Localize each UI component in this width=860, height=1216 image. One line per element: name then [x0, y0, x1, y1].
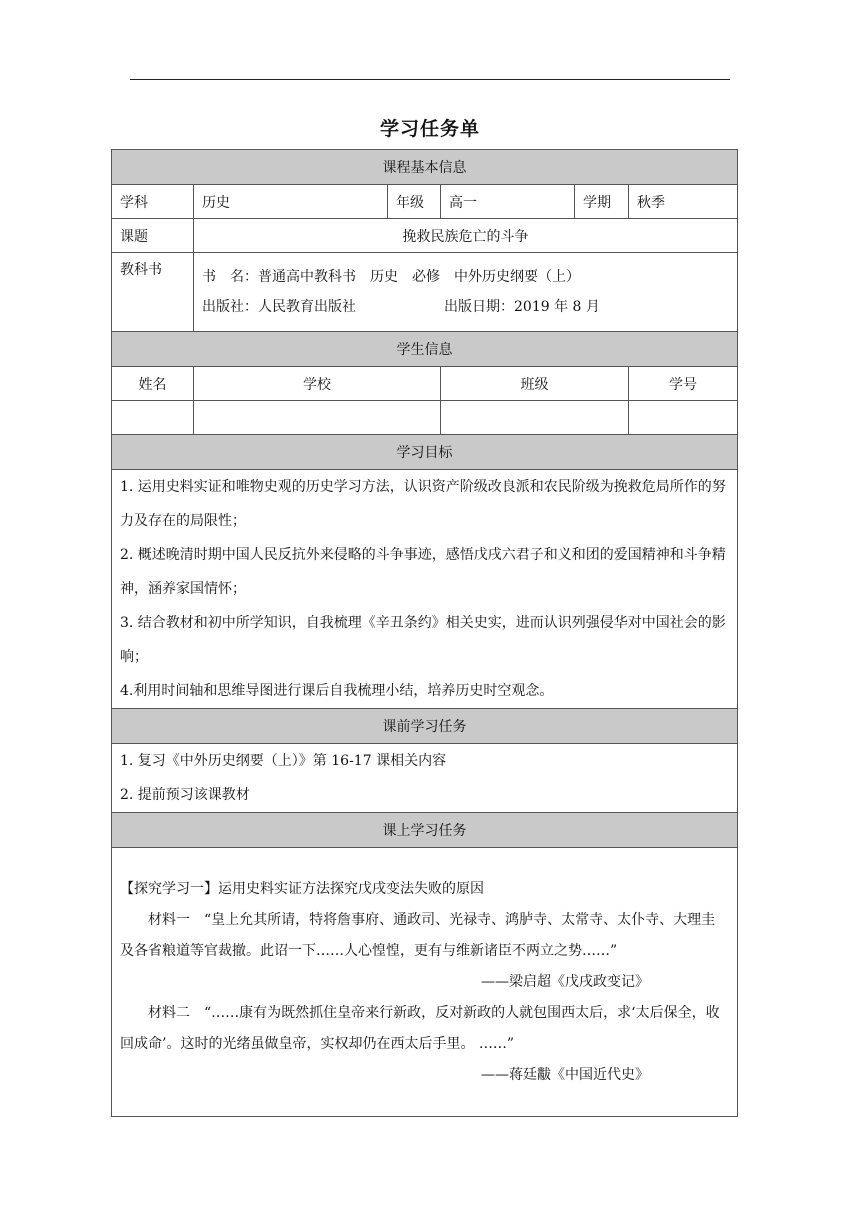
pre-class-item: 2. 提前预习该课教材	[120, 787, 250, 803]
name-field[interactable]	[112, 401, 194, 435]
grade-label: 年级	[388, 185, 441, 219]
goal-item: 4.利用时间轴和思维导图进行课后自我梳理小结，培养历史时空观念。	[120, 683, 554, 699]
name-column-header: 姓名	[112, 367, 194, 401]
in-class-header: 课上学习任务	[112, 813, 738, 848]
student-info-header: 学生信息	[112, 332, 738, 367]
pre-class-item: 1. 复习《中外历史纲要（上）》第 16-17 课相关内容	[120, 753, 447, 769]
grade-value: 高一	[441, 185, 575, 219]
material-two-source: ——蒋廷黻《中国近代史》	[481, 1066, 650, 1083]
pre-class-list	[112, 744, 738, 813]
goals-list	[112, 470, 738, 709]
term-value: 秋季	[629, 185, 738, 219]
textbook-label: 教科书	[112, 253, 194, 332]
material-one: 材料一 “皇上允其所请，特将詹事府、通政司、光禄寺、鸿胪寺、太常寺、太仆寺、大理圭及各省粮道等官裁撤。此诏一下……人心惶惶，更有与维新诸臣不两立之势……”	[120, 911, 716, 959]
subject-value: 历史	[194, 185, 388, 219]
goals-header: 学习目标	[112, 435, 738, 470]
school-field[interactable]	[194, 401, 441, 435]
publish-date: 出版日期：2019 年 8 月	[444, 299, 600, 315]
goal-item: 2. 概述晚清时期中国人民反抗外来侵略的斗争事迹，感悟戊戌六君子和义和团的爱国精神和斗争精神，涵养家国情怀；	[120, 547, 726, 597]
textbook-info	[194, 253, 738, 332]
subject-label: 学科	[112, 185, 194, 219]
material-two: 材料二 “……康有为既然抓住皇帝来行新政，反对新政的人就包围西太后，求‘太后保全，收回成命’。这时的光绪虽做皇帝，实权却仍在西太后手里。 ……”	[120, 1004, 720, 1052]
in-class-content	[112, 848, 738, 1117]
inquiry-title: 【探究学习一】运用史料实证方法探究戊戌变法失败的原因	[120, 880, 484, 897]
class-column-header: 班级	[441, 367, 629, 401]
student-id-field[interactable]	[629, 401, 738, 435]
pre-class-header: 课前学习任务	[112, 709, 738, 744]
student-id-column-header: 学号	[629, 367, 738, 401]
school-column-header: 学校	[194, 367, 441, 401]
topic-label: 课题	[112, 219, 194, 253]
document-title: 学习任务单	[379, 118, 480, 140]
class-field[interactable]	[441, 401, 629, 435]
topic-value: 挽救民族危亡的斗争	[194, 219, 738, 253]
material-one-source: ——梁启超《戊戌政变记》	[481, 973, 650, 990]
header-rule	[130, 79, 730, 80]
publisher: 出版社：人民教育出版社	[202, 299, 356, 315]
goal-item: 1. 运用史料实证和唯物史观的历史学习方法，认识资产阶级改良派和农民阶级为挽救危局所作的努力及存在的局限性；	[120, 479, 726, 529]
course-info-header: 课程基本信息	[112, 150, 738, 185]
goal-item: 3. 结合教材和初中所学知识，自我梳理《辛丑条约》相关史实，进而认识列强侵华对中国社会的影响；	[120, 615, 726, 665]
task-sheet-table	[111, 149, 738, 1117]
book-name-line: 书 名：普通高中教科书 历史 必修 中外历史纲要（上）	[202, 269, 580, 285]
publisher-line	[202, 292, 729, 322]
term-label: 学期	[575, 185, 629, 219]
